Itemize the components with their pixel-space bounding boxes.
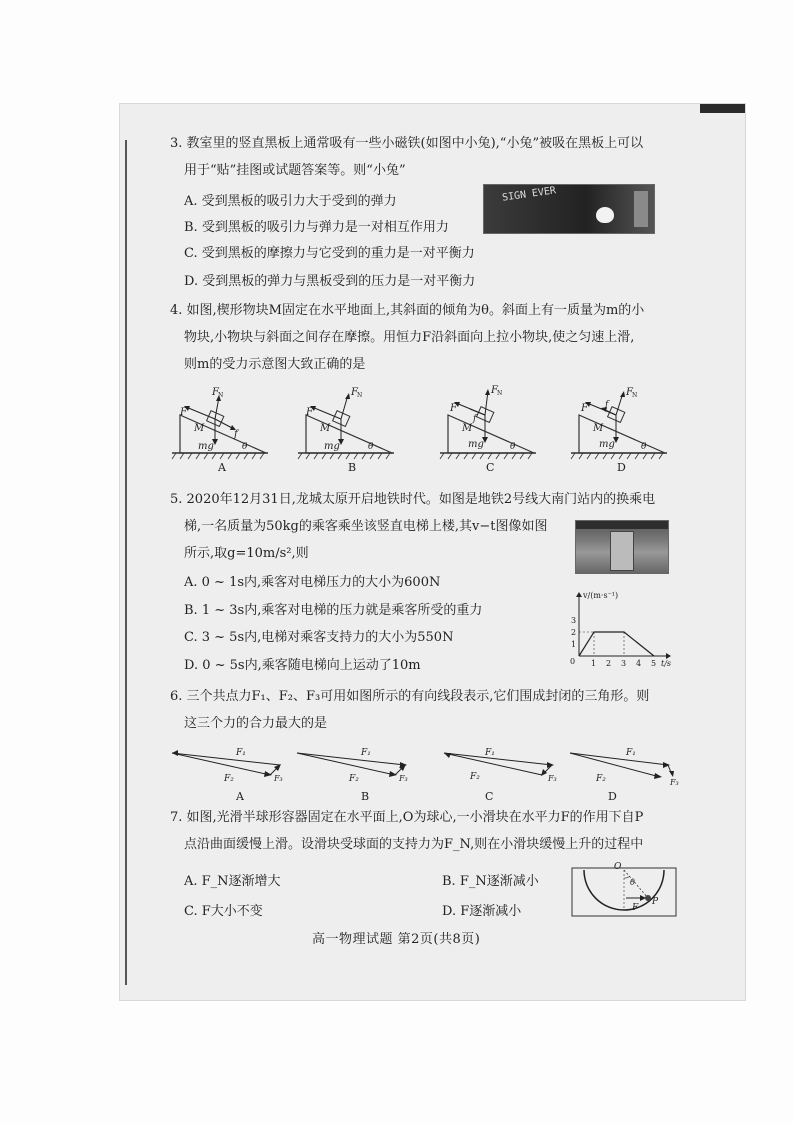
q3-option-c: C. 受到黑板的摩擦力与它受到的重力是一对平衡力: [184, 246, 475, 261]
q6b-f3-label: F₃: [399, 774, 408, 783]
q6c-f2-label: F₂: [470, 772, 480, 782]
vt-x-tick-2: 2: [606, 659, 612, 668]
q7-label-f: F: [632, 903, 639, 913]
q5-option-b: B. 1 ~ 3s内,乘客对电梯的压力就是乘客所受的重力: [184, 603, 483, 618]
q6d-f2-label: F₂: [596, 774, 606, 784]
q6-option-label-a: A: [236, 790, 244, 803]
vt-x-tick-4: 4: [636, 659, 642, 668]
q5-option-d: D. 0 ~ 5s内,乘客随电梯向上运动了10m: [184, 658, 421, 673]
q5-stem-line1: 5. 2020年12月31日,龙城太原开启地铁时代。如图是地铁2号线大南门站内的换乘电: [170, 492, 656, 507]
q6c-f1-label: F₁: [485, 748, 495, 758]
q5-elevator-photo: [575, 520, 669, 574]
q7-option-a: A. F_N逐渐增大: [184, 874, 281, 889]
q7-label-theta: θ: [630, 878, 635, 887]
q6a-f3-label: F₃: [274, 774, 283, 783]
option-label-d: D: [617, 461, 626, 474]
q4-stem-line1: 4. 如图,楔形物块M固定在水平地面上,其斜面的倾角为θ。斜面上有一质量为m的小: [170, 303, 645, 318]
q6-stem-line2: 这三个力的合力最大的是: [184, 716, 328, 731]
q7-option-c: C. F大小不变: [184, 904, 263, 919]
label-f-d: F: [581, 403, 588, 414]
page-footer: 高一物理试题 第2页(共8页): [312, 932, 481, 947]
q6b-f2-label: F₂: [349, 774, 359, 784]
vt-y-tick-2: 2: [571, 628, 577, 637]
label-f-c: F: [450, 403, 457, 414]
q7-label-o: O: [614, 862, 622, 872]
label-theta-b: θ: [368, 442, 374, 452]
q7-hemisphere-diagram: [570, 858, 680, 920]
q5-option-c: C. 3 ~ 5s内,电梯对乘客支持力的大小为550N: [184, 630, 454, 645]
label-f-a: F: [180, 407, 187, 418]
q6a-f2-label: F₂: [224, 774, 234, 784]
margin-line: [125, 140, 127, 985]
label-mass-d: M: [593, 423, 604, 434]
q6d-f1-label: F₁: [626, 748, 636, 758]
elevator-door: [610, 531, 634, 571]
q4-diagram-c: [440, 385, 540, 475]
label-friction-d: f: [605, 400, 609, 410]
q5-stem-line2: 梯,一名质量为50kg的乘客乘坐该竖直电梯上楼,其v−t图像如图: [184, 519, 548, 534]
vt-x-axis-label: t/s: [661, 659, 672, 668]
q3-option-b: B. 受到黑板的吸引力与弹力是一对相互作用力: [184, 220, 449, 235]
q3-option-d: D. 受到黑板的弹力与黑板受到的压力是一对平衡力: [184, 274, 476, 289]
q6-triangle-a: [168, 745, 298, 805]
vt-y-axis-label: v/(m·s⁻¹): [583, 591, 619, 600]
photo-frame-edge: [634, 191, 648, 227]
q4-diagram-b: [298, 385, 398, 475]
q3-stem-line1: 3. 教室里的竖直黑板上通常吸有一些小磁铁(如图中小兔),“小兔”被吸在黑板上可以: [170, 136, 644, 151]
q6-triangle-c: [440, 745, 570, 805]
q6b-f1-label: F₁: [361, 748, 371, 758]
paper-shadow-corner: [700, 104, 745, 113]
q5-vt-graph: [563, 588, 683, 670]
q7-stem-line2: 点沿曲面缓慢上滑。设滑块受球面的支持力为F_N,则在小滑块缓慢上升的过程中: [184, 837, 644, 852]
label-mg-b: mg: [324, 441, 340, 452]
vt-x-tick-5: 5: [651, 659, 657, 668]
q7-option-d: D. F逐渐减小: [442, 904, 522, 919]
vt-graph-line: [579, 632, 654, 656]
label-theta-c: θ: [510, 442, 516, 452]
photo-ceiling: [576, 521, 668, 529]
label-f-b: F: [306, 407, 313, 418]
label-fn-c: F: [491, 385, 498, 396]
q6-triangle-d: [566, 745, 696, 805]
label-mg-c: mg: [468, 439, 484, 450]
q4-diagram-d: [571, 385, 671, 475]
q3-stem-line2: 用于“贴”挂图或试题答案等。则“小兔”: [184, 163, 406, 178]
q3-blackboard-photo: [483, 184, 655, 234]
option-label-a: A: [218, 461, 226, 474]
q4-stem-line3: 则m的受力示意图大致正确的是: [184, 357, 366, 372]
label-friction-c: f: [473, 414, 477, 424]
label-theta-a: θ: [242, 442, 248, 452]
label-friction-a: f: [234, 429, 238, 440]
vt-x-tick-3: 3: [621, 659, 627, 668]
q6-triangle-b: [293, 745, 423, 805]
label-fn-b: F: [351, 387, 358, 398]
q6-stem-line1: 6. 三个共点力F₁、F₂、F₃可用如图所示的有向线段表示,它们围成封闭的三角形。则: [170, 689, 650, 704]
vt-y-tick-1: 1: [571, 640, 577, 649]
vt-x-tick-1: 1: [591, 659, 597, 668]
label-fn-sub-a: N: [218, 392, 224, 399]
label-mass-a: M: [194, 423, 205, 434]
label-mass-c: M: [462, 423, 473, 434]
q6-option-label-b: B: [361, 790, 370, 803]
label-fn-sub-d: N: [632, 392, 638, 399]
vt-origin-label: 0: [570, 657, 576, 666]
q6d-f3-label: F₃: [670, 778, 679, 787]
q7-option-b: B. F_N逐渐减小: [442, 874, 539, 889]
label-mass-b: M: [320, 423, 331, 434]
q3-option-a: A. 受到黑板的吸引力大于受到的弹力: [184, 194, 397, 209]
label-mg-d: mg: [599, 439, 615, 450]
rabbit-magnet-icon: [596, 207, 614, 223]
label-theta-d: θ: [641, 442, 647, 452]
q5-option-a: A. 0 ~ 1s内,乘客对电梯压力的大小为600N: [184, 575, 441, 590]
q6-option-label-c: C: [485, 790, 494, 803]
vt-y-tick-3: 3: [571, 616, 577, 625]
q6c-f3-label: F₃: [548, 774, 557, 783]
q5-stem-line3: 所示,取g=10m/s²,则: [184, 546, 309, 561]
label-fn-sub-b: N: [357, 392, 363, 399]
label-fn-d: F: [626, 387, 633, 398]
photo-chalk-text: SIGN EVER: [501, 185, 557, 204]
option-label-b: B: [348, 461, 357, 474]
label-fn-a: F: [212, 387, 219, 398]
q6-option-label-d: D: [608, 790, 617, 803]
q7-stem-line1: 7. 如图,光滑半球形容器固定在水平面上,O为球心,一小滑块在水平力F的作用下自P: [170, 810, 644, 825]
label-mg-a: mg: [198, 441, 214, 452]
q7-label-p: P: [652, 897, 659, 907]
label-fn-sub-c: N: [497, 390, 503, 397]
q4-diagram-a: [172, 385, 272, 475]
q6a-f1-label: F₁: [236, 748, 246, 758]
q4-stem-line2: 物块,小物块与斜面之间存在摩擦。用恒力F沿斜面向上拉小物块,使之匀速上滑,: [184, 330, 635, 345]
option-label-c: C: [486, 461, 495, 474]
